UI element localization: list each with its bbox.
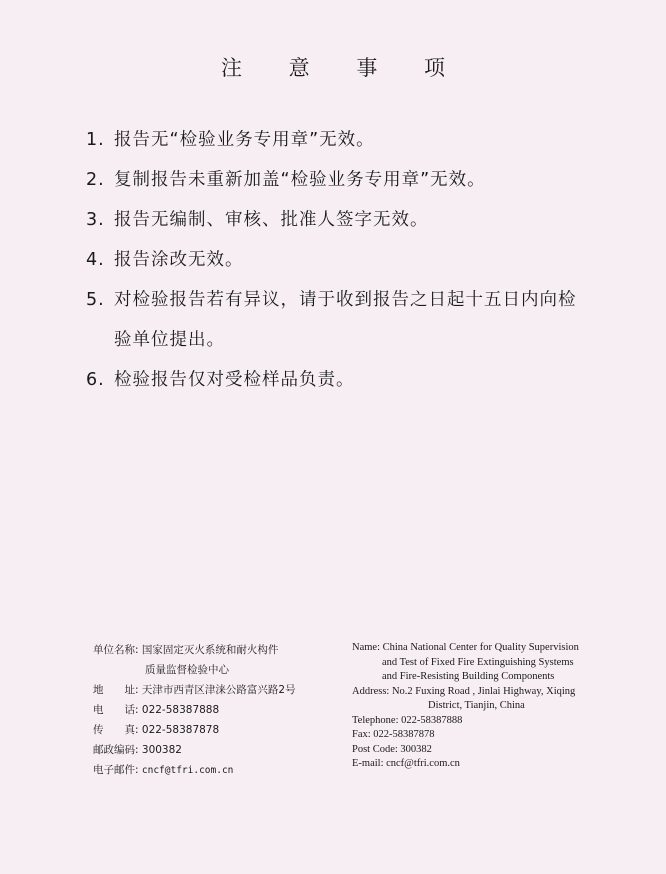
notice-text: 检验报告仅对受检样品负责。 — [114, 370, 355, 390]
notice-item-6 — [86, 368, 626, 392]
en-postcode: Post Code: 300382 — [352, 743, 432, 755]
footer-english-contact — [352, 641, 612, 772]
en-fax: Fax: 022-58387878 — [352, 729, 435, 740]
fax-row — [93, 720, 333, 740]
notice-number: 6. — [86, 370, 105, 390]
unit-name-row — [93, 640, 333, 660]
postcode-row — [93, 740, 333, 760]
en-name-line-2: and Test of Fixed Fire Extinguishing Systems — [382, 656, 574, 668]
address-value: 天津市西青区津涞公路富兴路2号 — [141, 684, 296, 696]
fax-label: 传 真: — [93, 724, 139, 736]
notice-item-4 — [86, 248, 626, 272]
notice-number: 2. — [86, 170, 105, 190]
notice-number: 5. — [86, 290, 105, 310]
page-title: 注 意 事 项 — [220, 56, 466, 80]
unit-name-row-2 — [93, 660, 333, 680]
notice-text: 对检验报告若有异议，请于收到报告之日起十五日内向检 — [114, 290, 577, 310]
notice-text: 复制报告未重新加盖“检验业务专用章”无效。 — [114, 170, 486, 190]
postcode-value: 300382 — [141, 744, 182, 756]
en-name-line-1: Name: China National Center for Quality Supervision — [352, 642, 579, 653]
address-row — [93, 680, 333, 700]
en-telephone: Telephone: 022-58387888 — [352, 714, 463, 726]
email-value: cncf@tfri.com.cn — [141, 765, 234, 776]
notice-number: 3. — [86, 210, 105, 230]
notice-list — [86, 128, 626, 408]
notice-text: 报告涂改无效。 — [114, 250, 244, 270]
notice-item-3 — [86, 208, 626, 232]
notice-text-continuation: 验单位提出。 — [114, 330, 225, 350]
notice-item-1 — [86, 128, 626, 152]
address-label: 地 址: — [93, 684, 139, 696]
notice-item-5 — [86, 288, 626, 352]
notice-item-2 — [86, 168, 626, 192]
footer-chinese-contact — [93, 640, 333, 781]
fax-value: 022-58387878 — [141, 724, 220, 736]
notice-text: 报告无编制、审核、批准人签字无效。 — [114, 210, 429, 230]
telephone-label: 电 话: — [93, 704, 139, 716]
unit-name-label: 单位名称: — [93, 644, 139, 656]
telephone-value: 022-58387888 — [141, 704, 220, 716]
en-name-line-3: and Fire-Resisting Building Components — [382, 671, 555, 682]
unit-name-value-2: 质量监督检验中心 — [145, 664, 229, 676]
email-row — [93, 760, 333, 781]
notice-number: 4. — [86, 250, 105, 270]
en-email: E-mail: cncf@tfri.com.cn — [352, 758, 460, 769]
unit-name-value: 国家固定灭火系统和耐火构件 — [141, 644, 279, 656]
en-address-line-2: District, Tianjin, China — [428, 700, 525, 711]
notice-number: 1. — [86, 130, 105, 150]
postcode-label: 邮政编码: — [93, 744, 139, 756]
telephone-row — [93, 700, 333, 720]
email-label: 电子邮件: — [93, 764, 139, 776]
en-address-line-1: Address: No.2 Fuxing Road , Jinlai Highway, Xiqing — [352, 685, 576, 697]
notice-text: 报告无“检验业务专用章”无效。 — [114, 130, 375, 150]
